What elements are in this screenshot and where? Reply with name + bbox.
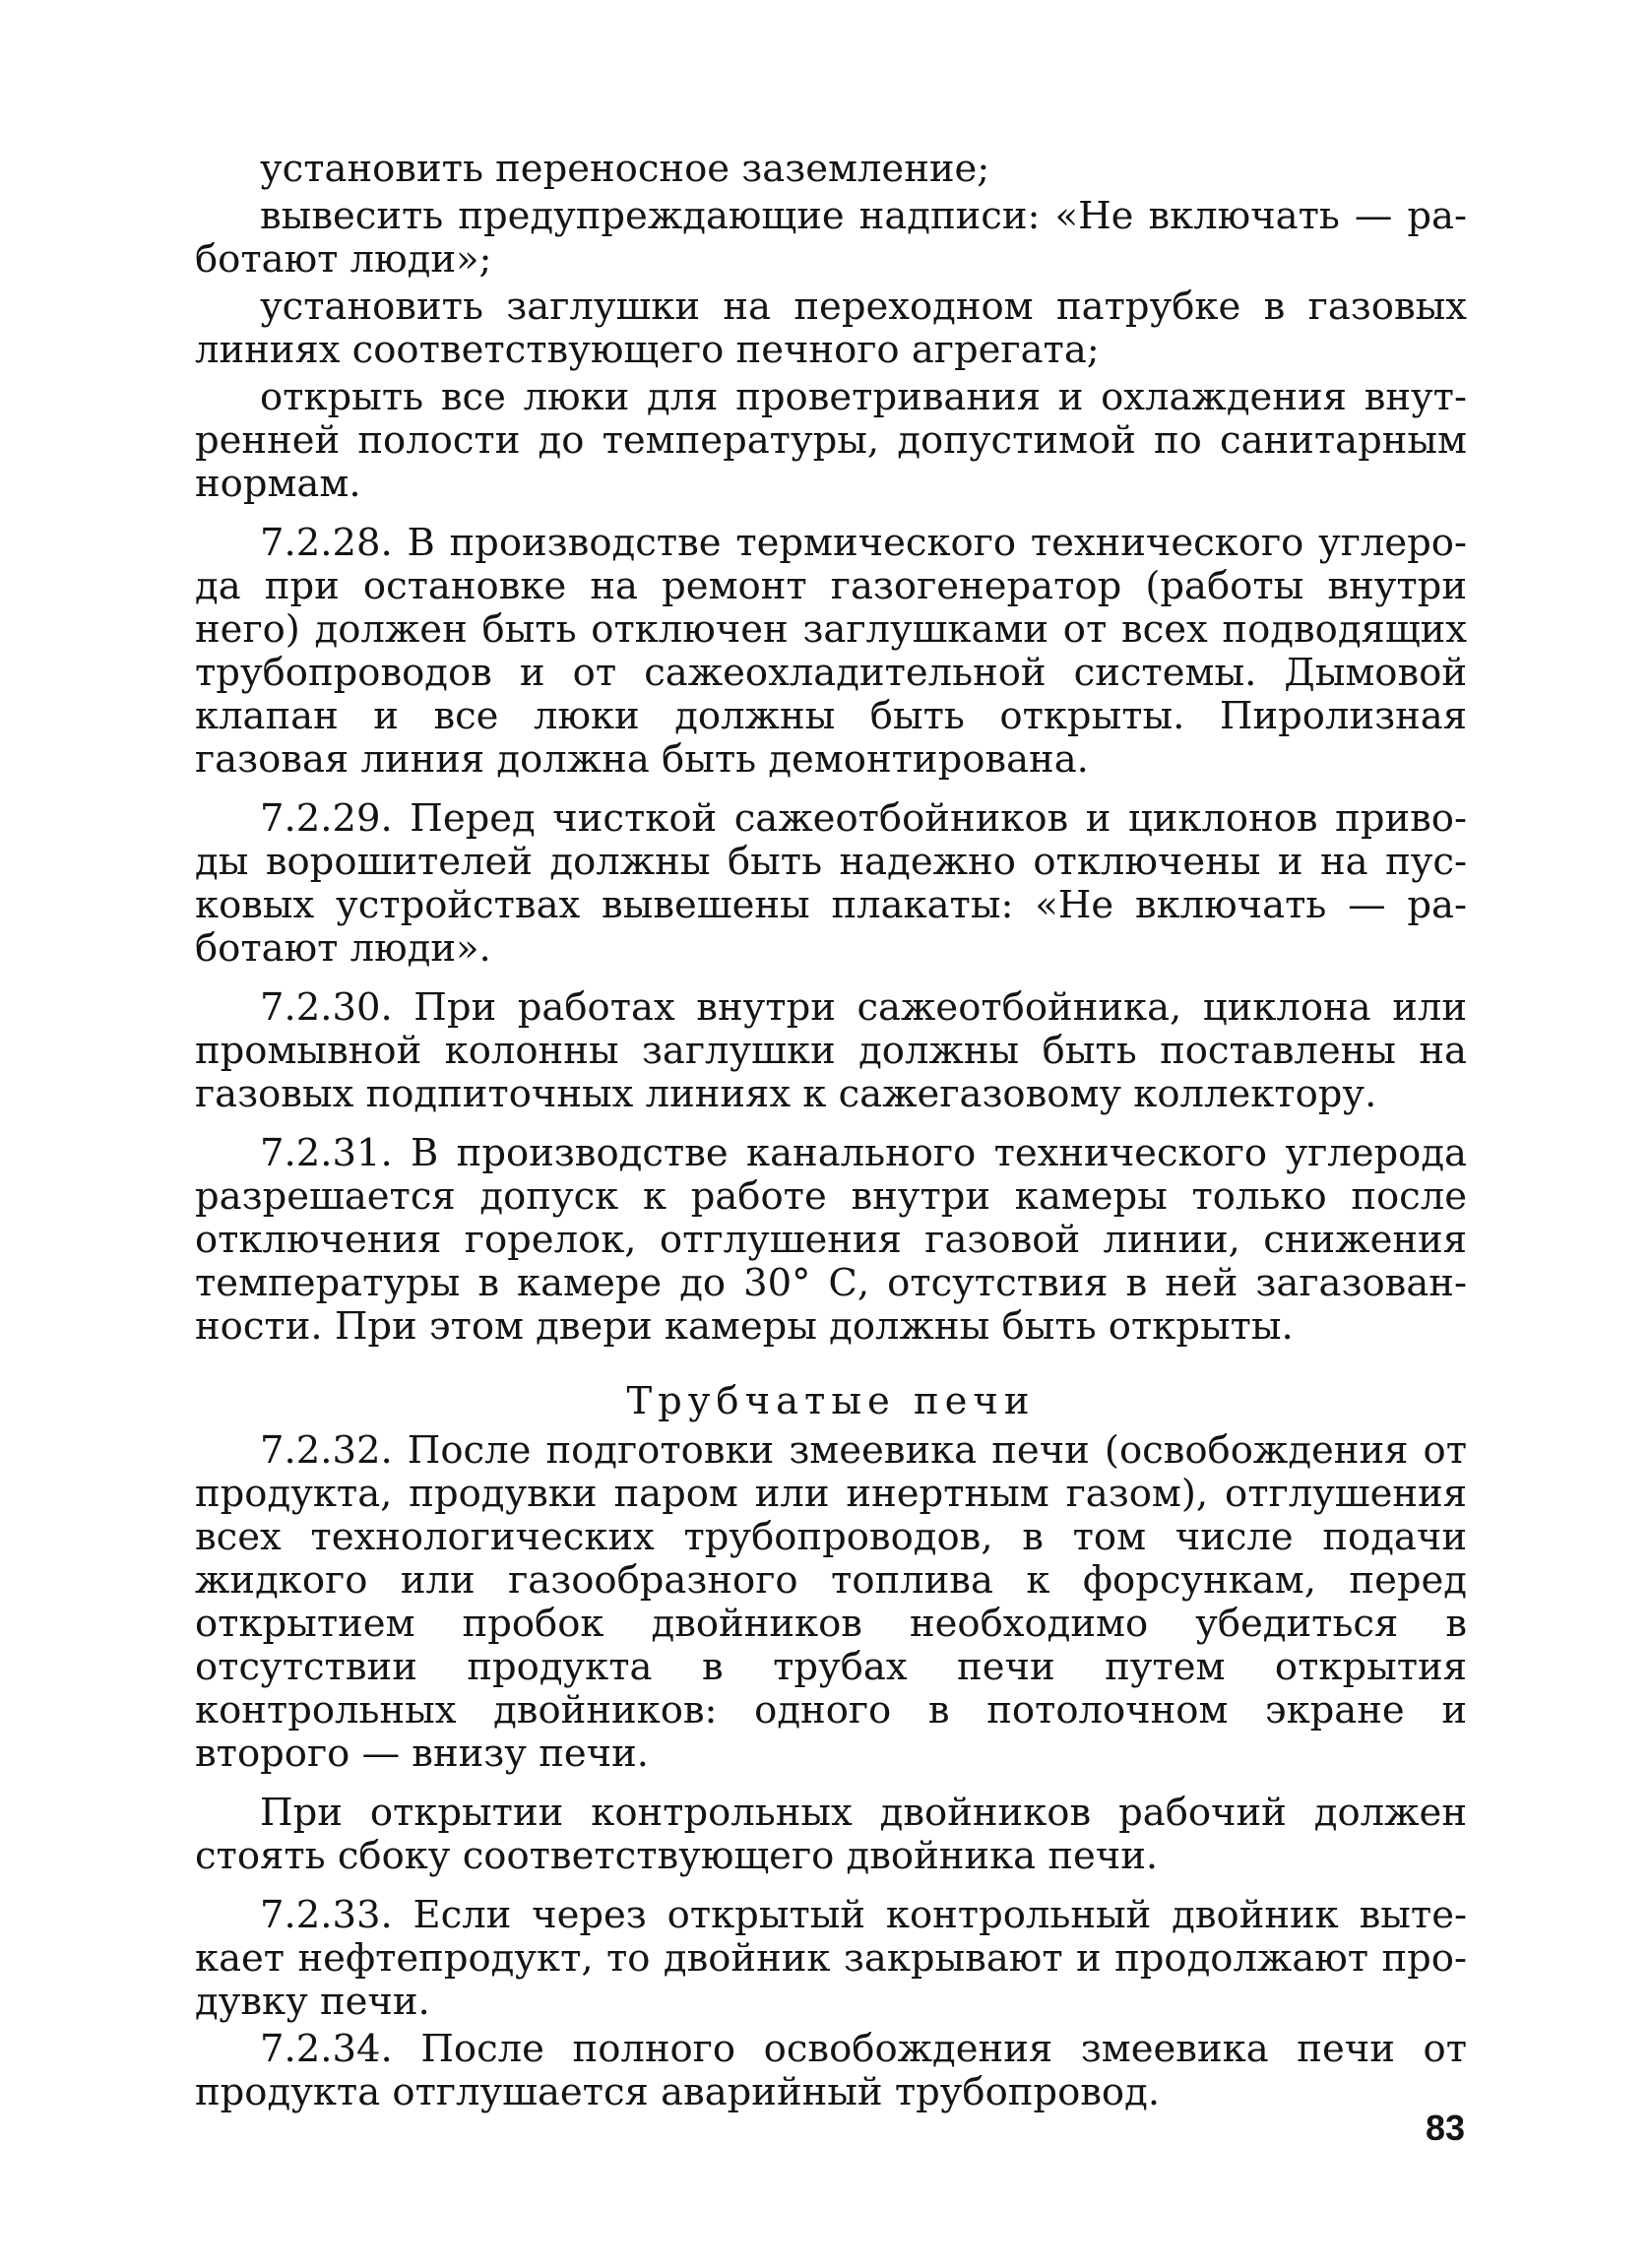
paragraph-7-2-30: 7.2.30. При работах внутри сажеотбойника, циклона или промывной колонны заглушки должны быть поставлены на газовых подпиточных линиях к сажегазовому коллектору. [195, 985, 1467, 1116]
paragraph-7-2-28: 7.2.28. В производстве термического технического углерода при остановке на ремонт газогенератор (работы внутри него) должен быть отключен заглушками от всех подводящих трубопроводов и от сажеохладительной системы. Дымовой клапан и все люки должны быть открыты. Пиролизная газовая линия должна быть демонтирована. [195, 521, 1467, 782]
page-number: 83 [1425, 2108, 1465, 2148]
section-heading: Трубчатые печи [626, 1379, 1036, 1423]
paragraph-grounding: установить переносное заземление; [260, 147, 990, 191]
paragraph-warning-signs: вывесить предупреждающие надписи: «Не включать — работают люди»; [195, 194, 1467, 282]
paragraph-7-2-29: 7.2.29. Перед чисткой сажеотбойников и циклонов приводы ворошителей должны быть надежно отключены и на пусковых устройствах вывешены плакаты: «Не включать — работают люди». [195, 796, 1467, 971]
paragraph-open-hatches: открыть все люки для проветривания и охлаждения внутренней полости до температуры, допустимой по санитарным нормам. [195, 375, 1467, 506]
document-page [195, 148, 1467, 2118]
paragraph-7-2-31: 7.2.31. В производстве канального технического углерода разрешается допуск к работе внутри камеры только после отключения горелок, отглушения газовой линии, снижения температуры в камере до 30° С, отсутствия в ней загазованности. При этом двери камеры должны быть открыты. [195, 1131, 1467, 1349]
paragraph-install-plugs: установить заглушки на переходном патрубке в газовых линиях соответствующего печного агрегата; [195, 284, 1467, 372]
paragraph-7-2-33: 7.2.33. Если через открытый контрольный двойник вытекает нефтепродукт, то двойник закрывают и продолжают продувку печи. [195, 1893, 1467, 2024]
paragraph-control-bends: При открытии контрольных двойников рабочий должен стоять сбоку соответствующего двойника печи. [195, 1791, 1467, 1878]
paragraph-7-2-32: 7.2.32. После подготовки змеевика печи (освобождения от продукта, продувки паром или инертным газом), отглушения всех технологических трубопроводов, в том числе подачи жидкого или газообразного топлива к форсункам, перед открытием пробок двойников необходимо убедиться в отсутствии продукта в трубах печи путем открытия контрольных двойников: одного в потолочном экране и второго — внизу печи. [195, 1428, 1467, 1776]
paragraph-7-2-34: 7.2.34. После полного освобождения змеевика печи от продукта отглушается аварийный трубопровод. [195, 2027, 1467, 2114]
